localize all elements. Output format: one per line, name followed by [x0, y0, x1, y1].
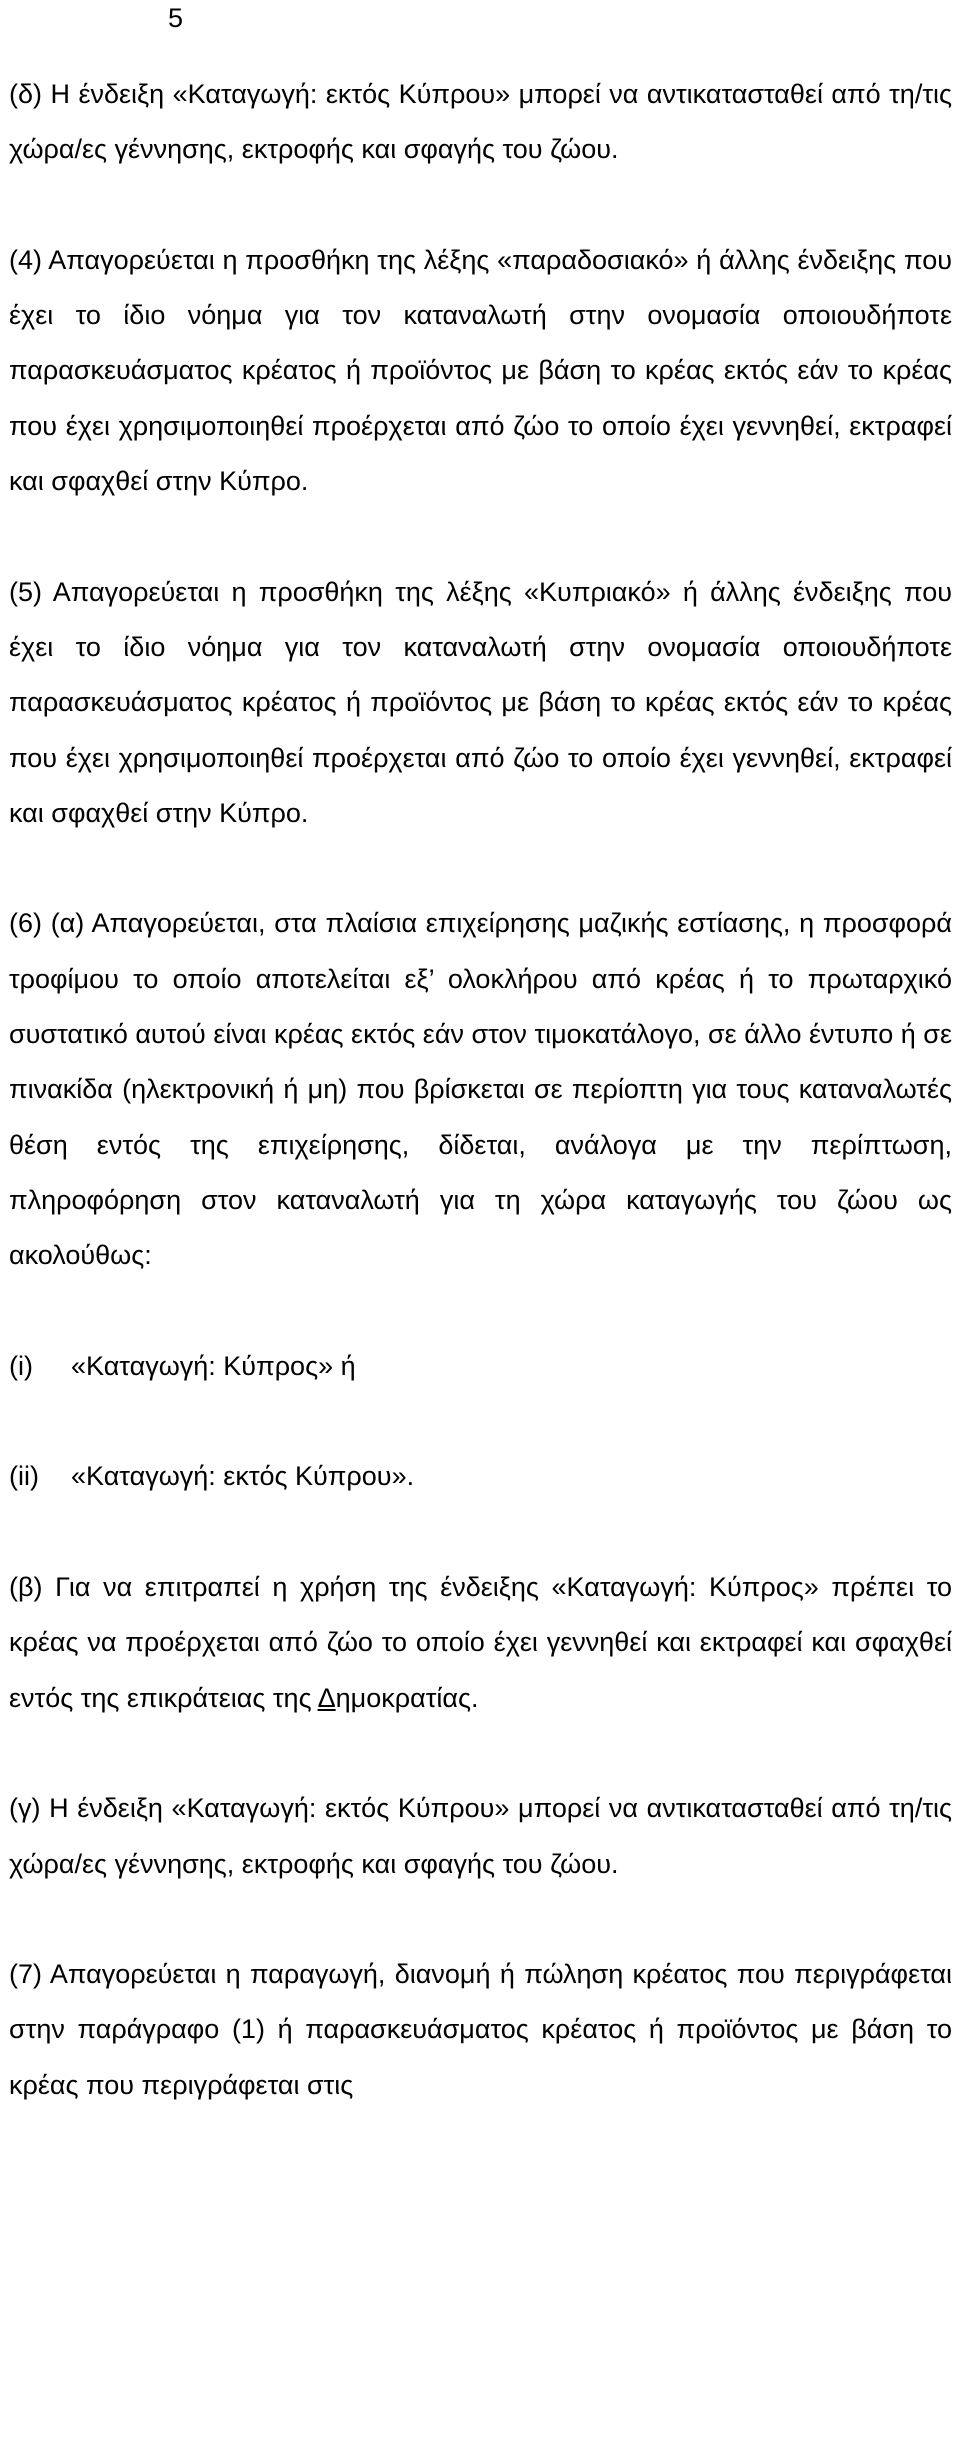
paragraph-4: (4) Απαγορεύεται η προσθήκη της λέξης «παραδοσιακό» ή άλλης ένδειξης που έχει το ίδιο νόημα για τον καταναλωτή στην ονομασία οποιουδήποτε παρασκευάσματος κρέατος ή προϊόντος με βάση το κρέας εκτός εάν το κρέας που έχει χρησιμοποιηθεί προέρχεται από ζώο το οποίο έχει γεννηθεί, εκτραφεί και σφαχθεί στην Κύπρο. — [9, 244, 952, 497]
list-item-label: (i) — [9, 1350, 33, 1381]
paragraph-6-gamma: (γ) Η ένδειξη «Καταγωγή: εκτός Κύπρου» μπορεί να αντικατασταθεί από τη/τις χώρα/ες γέννησης, εκτροφής και σφαγής του ζώου. — [9, 1793, 952, 1879]
paragraph-6-beta — [9, 1560, 952, 1726]
underlined-letter: Δ — [317, 1682, 336, 1713]
list-item-text: «Καταγωγή: Κύπρος» ή — [71, 1350, 356, 1381]
paragraph-7: (7) Απαγορεύεται η παραγωγή, διανομή ή πώληση κρέατος που περιγράφεται στην παράγραφο (1) ή παρασκευάσματος κρέατος ή προϊόντος με βάση το κρέας που περιγράφεται στις — [9, 1959, 952, 2100]
paragraph-6-beta-text: (β) Για να επιτραπεί η χρήση της ένδειξης «Καταγωγή: Κύπρος» πρέπει το κρέας να προέρχεται από ζώο το οποίο έχει γεννηθεί και εκτραφεί και σφαχθεί εντός της επικράτειας της — [9, 1572, 952, 1713]
paragraph-5: (5) Απαγορεύεται η προσθήκη της λέξης «Κυπριακό» ή άλλης ένδειξης που έχει το ίδιο νόημα για τον καταναλωτή στην ονομασία οποιουδήποτε παρασκευάσματος κρέατος ή προϊόντος με βάση το κρέας εκτός εάν το κρέας που έχει χρησιμοποιηθεί προέρχεται από ζώο το οποίο έχει γεννηθεί, εκτραφεί και σφαχθεί στην Κύπρο. — [9, 576, 952, 828]
document-body — [9, 67, 952, 2113]
list-item-i — [9, 1339, 952, 1394]
list-item-text: «Καταγωγή: εκτός Κύπρου». — [71, 1461, 415, 1492]
page-number: 5 — [168, 3, 184, 33]
paragraph-6-beta-end: ημοκρατίας. — [335, 1682, 479, 1713]
paragraph-3-delta: (δ) Η ένδειξη «Καταγωγή: εκτός Κύπρου» μπορεί να αντικατασταθεί από τη/τις χώρα/ες γέννησης, εκτροφής και σφαγής του ζώου. — [9, 79, 952, 165]
list-item-label: (ii) — [9, 1461, 39, 1492]
paragraph-6-alpha: (6) (α) Απαγορεύεται, στα πλαίσια επιχείρησης μαζικής εστίασης, η προσφορά τροφίμου το οποίο αποτελείται εξ’ ολοκλήρου από κρέας ή το πρωταρχικό συστατικό αυτού είναι κρέας εκτός εάν στον τιμοκατάλογο, σε άλλο έντυπο ή σε πινακίδα (ηλεκτρονική ή μη) που βρίσκεται σε περίοπτη για τους καταναλωτές θέση εντός της επιχείρησης, δίδεται, ανάλογα με την περίπτωση, πληροφόρηση στον καταναλωτή για τη χώρα καταγωγής του ζώου ως ακολούθως: — [9, 908, 952, 1271]
list-item-ii — [9, 1449, 952, 1504]
